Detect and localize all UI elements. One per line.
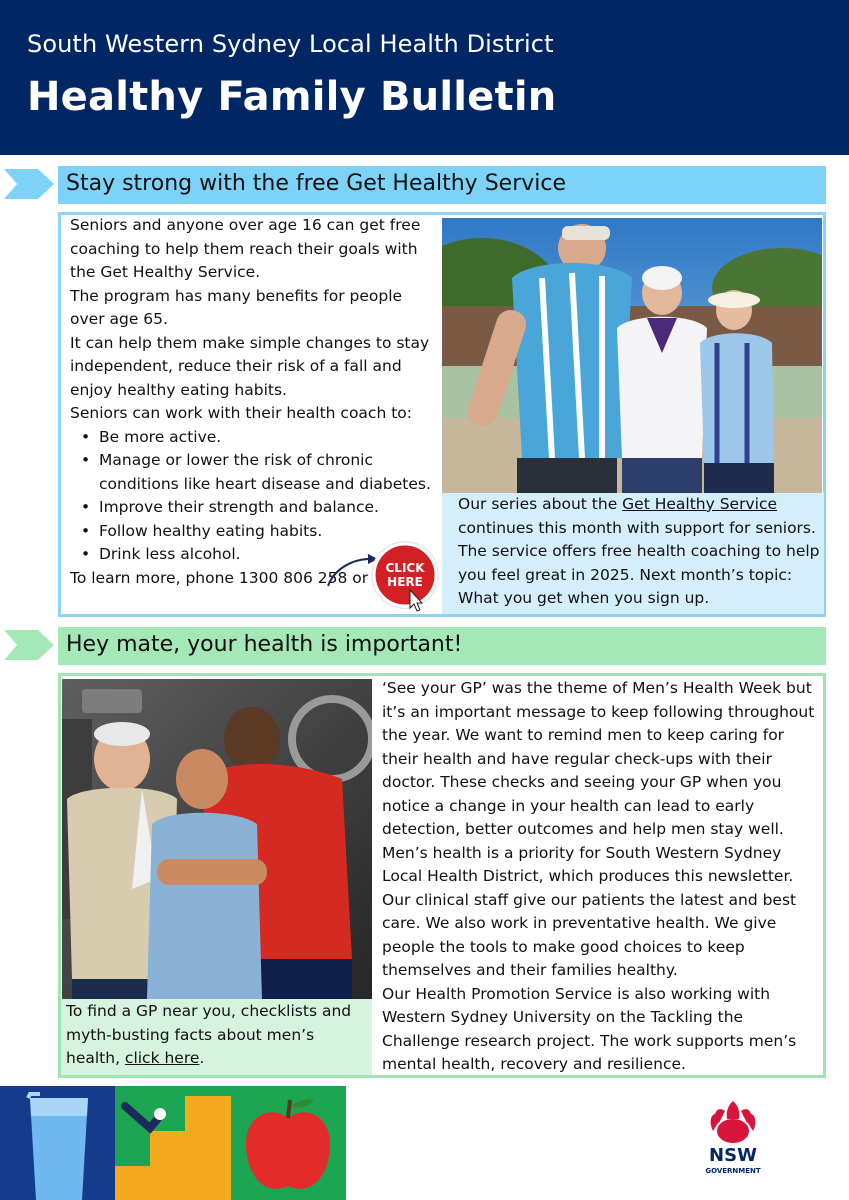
nsw-government-logo	[697, 1101, 769, 1179]
list-item: • Manage or lower the risk of chronic conditions like heart disease and diabetes.	[70, 449, 440, 496]
get-healthy-service-link[interactable]: Get Healthy Service	[622, 495, 778, 513]
chevron-right-icon	[4, 169, 54, 199]
mens-health-body	[382, 677, 824, 1077]
apple-icon	[231, 1086, 346, 1200]
body-paragraph: ‘See your GP’ was the theme of Men’s Health Week but it’s an important message to keep following throughout the year. We want to remind men to keep caring for their health and have regular check-ups with their doctor. These checks and seeing your GP when you notice a change in your health can lead to early detection, better outcomes and help men stay well.	[382, 679, 815, 838]
click-label: CLICK	[385, 561, 425, 575]
get-healthy-body	[70, 214, 440, 590]
list-item: • Drink less alcohol.	[70, 543, 440, 567]
body-paragraph: Seniors can work with their health coach to:	[70, 404, 412, 422]
click-here-link[interactable]: click here	[124, 1049, 200, 1067]
caption-text: .	[199, 1049, 205, 1067]
gp-caption	[61, 999, 372, 1075]
body-paragraph: Our Health Promotion Service is also working with Western Sydney University on the Tackling the Challenge research project. The work supports men’s mental health, recovery and resilience.	[382, 984, 797, 1073]
footer-tiles	[0, 1086, 346, 1200]
water-glass-icon	[0, 1086, 115, 1200]
section-heading-mens-health: Hey mate, your health is important!	[58, 627, 826, 665]
learn-more-text: To learn more, phone 1300 806 258 or	[70, 568, 369, 587]
men-at-gym-photo	[62, 679, 372, 999]
here-label: HERE	[387, 575, 423, 589]
caption-text: Our series about the	[458, 495, 623, 513]
get-healthy-caption	[442, 493, 824, 614]
body-paragraph: Seniors and anyone over age 16 can get free coaching to help them reach their goals with the Get Healthy Service.	[70, 216, 421, 281]
waratah-flower-icon	[711, 1101, 756, 1143]
header-banner	[0, 0, 849, 155]
stairs-walking-icon	[115, 1086, 231, 1200]
body-paragraph: The program has many benefits for people over age 65.	[70, 286, 403, 328]
body-paragraph: It can help them make simple changes to stay independent, reduce their risk of a fall and enjoy healthy eating habits.	[70, 333, 430, 399]
page-title: Healthy Family Bulletin	[27, 74, 557, 120]
government-wordmark: GOVERNMENT	[705, 1167, 761, 1175]
caption-text: continues this month with support for seniors. The service offers free health coaching to help you feel great in 2025. Next month’s topic: What you get when you sign up.	[458, 518, 820, 607]
section-heading-get-healthy: Stay strong with the free Get Healthy Service	[58, 166, 826, 204]
list-item: • Follow healthy eating habits.	[70, 520, 440, 544]
curved-arrow-icon	[324, 540, 442, 612]
list-item: • Be more active.	[70, 426, 440, 450]
caption-text: To find a GP near you, checklists and myth-busting facts about men’s health,	[66, 1002, 352, 1067]
list-item: • Improve their strength and balance.	[70, 496, 440, 520]
seniors-walking-photo	[442, 218, 822, 493]
body-paragraph: Men’s health is a priority for South Western Sydney Local Health District, which produces this newsletter. Our clinical staff give our patients the latest and best care. We also work in preventative health. We give people the tools to make good choices to keep themselves and their families healthy.	[382, 843, 797, 979]
click-here-button[interactable]	[324, 540, 442, 612]
chevron-right-icon	[4, 630, 54, 660]
organisation-name: South Western Sydney Local Health District	[27, 30, 554, 58]
nsw-wordmark: NSW	[709, 1145, 757, 1166]
